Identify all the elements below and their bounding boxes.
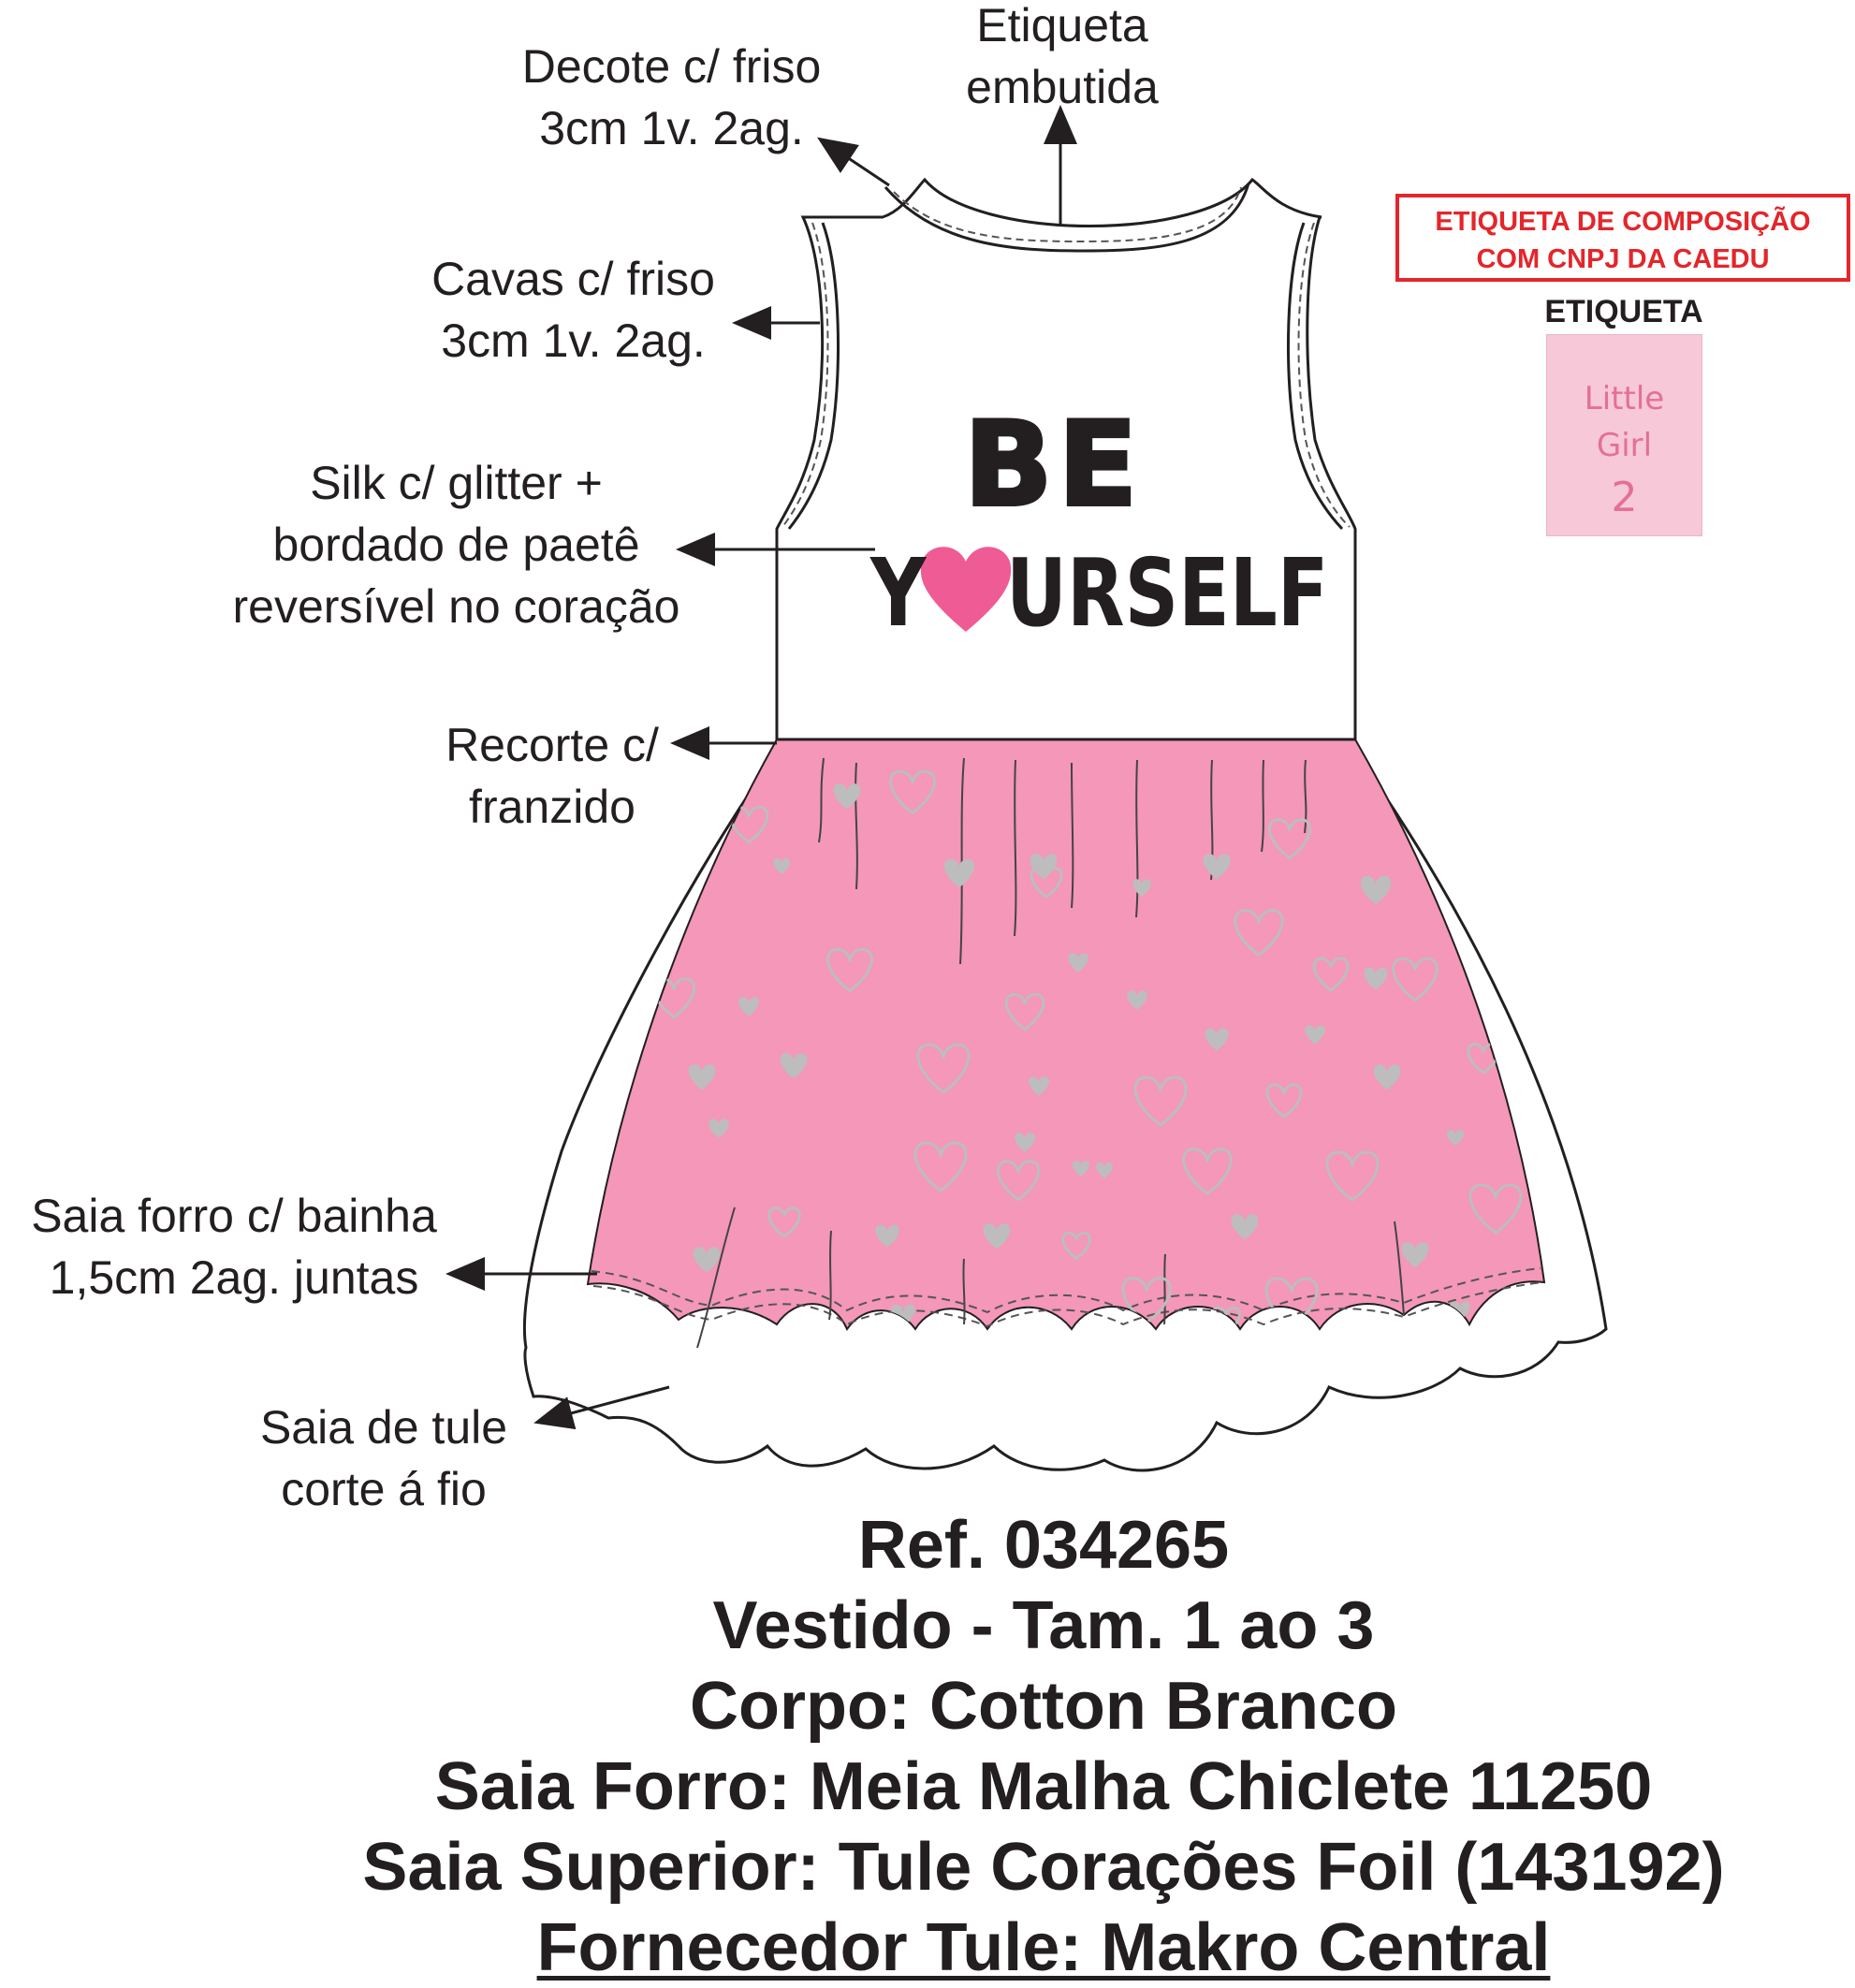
tag-line2: Girl [1596, 427, 1653, 464]
tag-line1: Little [1584, 380, 1665, 417]
print-be-text: BE [964, 398, 1144, 533]
spec-body: Corpo: Cotton Branco [690, 1669, 1397, 1744]
lining-skirt [588, 739, 1544, 1329]
spec-ref: Ref. 034265 [857, 1508, 1230, 1583]
callout-decote: Decote c/ friso 3cm 1v. 2ag. [521, 40, 822, 154]
spec-overskirt: Saia Superior: Tule Corações Foil (143192) [362, 1830, 1725, 1905]
brand-label-tag [1546, 334, 1702, 536]
spec-product: Vestido - Tam. 1 ao 3 [712, 1588, 1375, 1663]
spec-supplier: Fornecedor Tule: Makro Central [536, 1910, 1551, 1985]
print-urself-text: URSELF [1006, 538, 1329, 648]
callout-recorte: Recorte c/ franzido [445, 719, 659, 833]
callout-silk: Silk c/ glitter + bordado de paetê reversível no coração [232, 457, 680, 633]
callout-etiqueta-embutida: Etiqueta embutida [966, 0, 1159, 113]
spec-block [281, 1505, 1806, 1988]
print-y-text: Y [870, 538, 927, 648]
composition-label-box: ETIQUETA DE COMPOSIÇÃO COM CNPJ DA CAEDU [1395, 194, 1850, 282]
spec-lining: Saia Forro: Meia Malha Chiclete 11250 [434, 1749, 1653, 1824]
callout-saia-forro: Saia forro c/ bainha 1,5cm 2ag. juntas [31, 1190, 437, 1304]
callout-saia-tule: Saia de tule corte á fio [259, 1401, 508, 1515]
callout-cavas: Cavas c/ friso 3cm 1v. 2ag. [431, 253, 715, 367]
tag-size: 2 [1611, 474, 1638, 521]
label-title: ETIQUETA [1544, 294, 1703, 329]
